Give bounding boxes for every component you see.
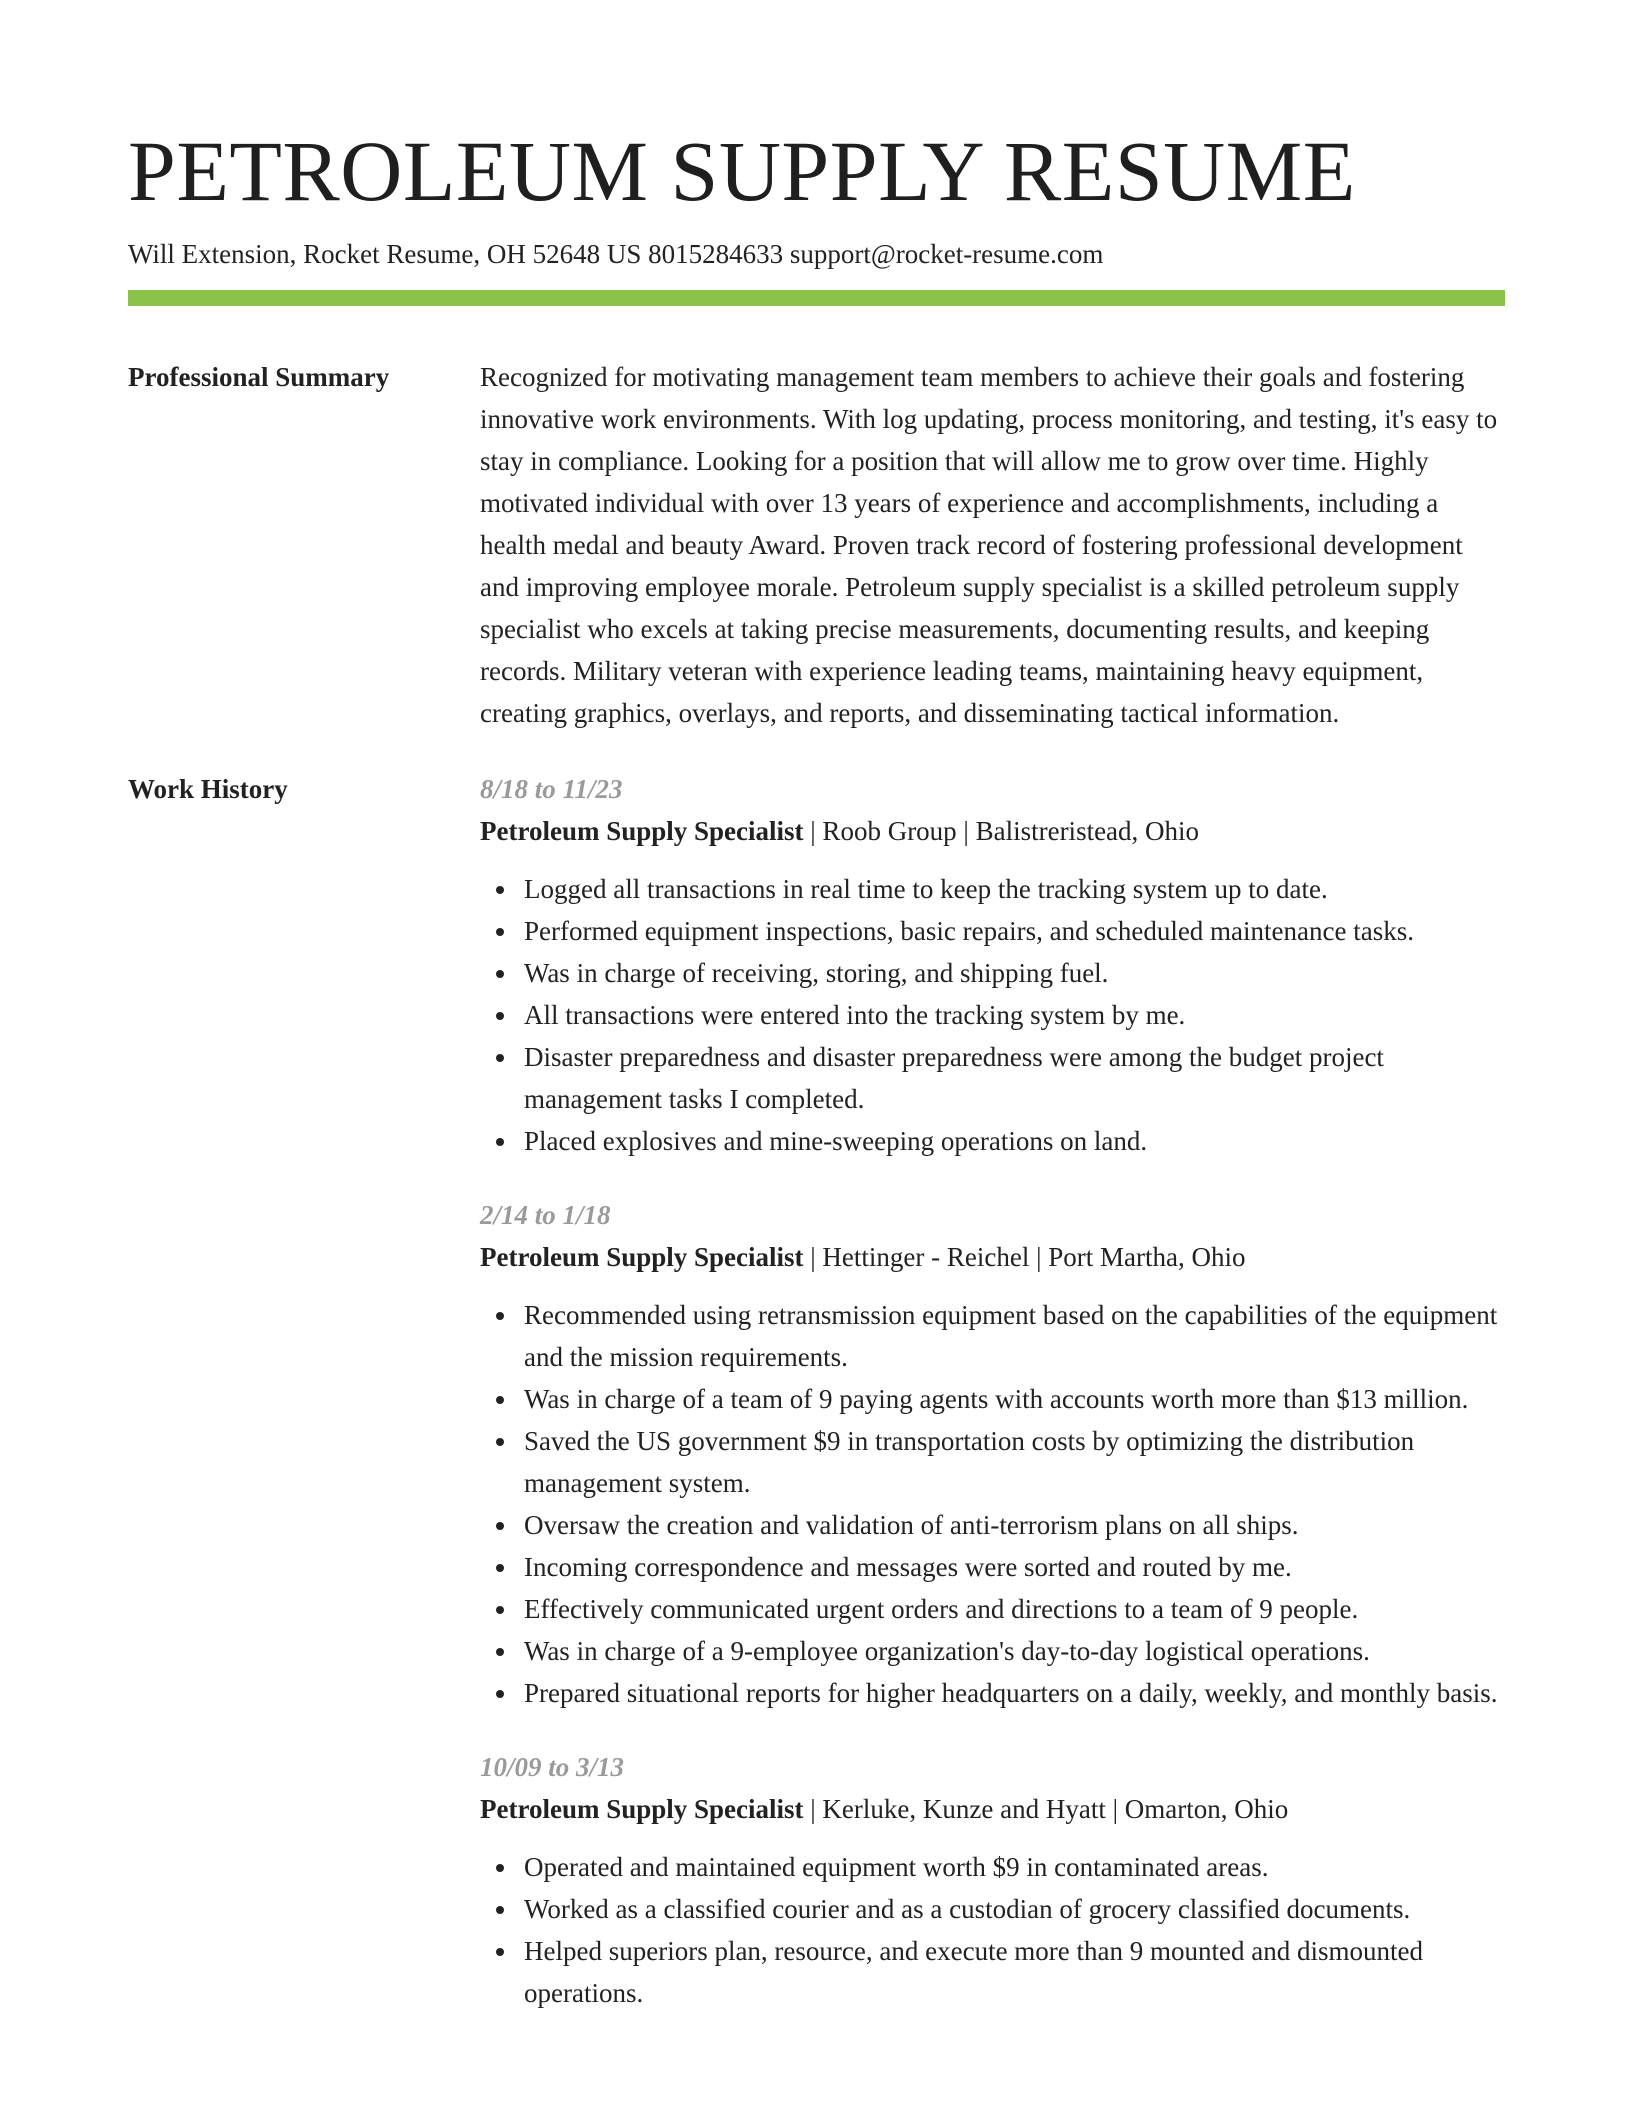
list-item: Logged all transactions in real time to keep the tracking system up to date.: [524, 868, 1505, 910]
job-heading: [480, 1788, 1505, 1830]
list-item: All transactions were entered into the tracking system by me.: [524, 994, 1505, 1036]
job-title: Petroleum Supply Specialist: [480, 1794, 804, 1824]
list-item: Placed explosives and mine-sweeping operations on land.: [524, 1120, 1505, 1162]
list-item: Incoming correspondence and messages were sorted and routed by me.: [524, 1546, 1505, 1588]
list-item: Was in charge of a 9-employee organization's day-to-day logistical operations.: [524, 1630, 1505, 1672]
job-employer-location: | Kerluke, Kunze and Hyatt | Omarton, Ohio: [803, 1794, 1289, 1824]
list-item: Effectively communicated urgent orders and directions to a team of 9 people.: [524, 1588, 1505, 1630]
job-entry: [480, 768, 1505, 1162]
professional-summary-section: [128, 356, 1505, 734]
list-item: Saved the US government $9 in transportation costs by optimizing the distribution management system.: [524, 1420, 1505, 1504]
list-item: Was in charge of receiving, storing, and shipping fuel.: [524, 952, 1505, 994]
list-item: Disaster preparedness and disaster preparedness were among the budget project management tasks I completed.: [524, 1036, 1505, 1120]
section-body: [480, 356, 1505, 734]
job-employer-location: | Hettinger - Reichel | Port Martha, Ohio: [803, 1242, 1246, 1272]
job-bullets: [480, 1846, 1505, 2014]
job-dates: 8/18 to 11/23: [480, 774, 623, 804]
section-heading: Professional Summary: [128, 362, 390, 392]
list-item: Oversaw the creation and validation of anti-terrorism plans on all ships.: [524, 1504, 1505, 1546]
list-item: Was in charge of a team of 9 paying agents with accounts worth more than $13 million.: [524, 1378, 1505, 1420]
job-dates: 2/14 to 1/18: [480, 1200, 611, 1230]
list-item: Helped superiors plan, resource, and execute more than 9 mounted and dismounted operations.: [524, 1930, 1505, 2014]
job-title: Petroleum Supply Specialist: [480, 816, 804, 846]
section-heading: Work History: [128, 774, 288, 804]
resume-page: [128, 0, 1505, 2046]
job-heading: [480, 810, 1505, 852]
summary-text: Recognized for motivating management team members to achieve their goals and fostering innovative work environments. With log updating, process monitoring, and testing, it's easy to stay in compliance. Looking for a position that will allow me to grow over time. Highly motivated individual with over 13 years of experience and accomplishments, including a health medal and beauty Award. Proven track record of fostering professional development and improving employee morale. Petroleum supply specialist is a skilled petroleum supply specialist who excels at taking precise measurements, documenting results, and keeping records. Military veteran with experience leading teams, maintaining heavy equipment, creating graphics, overlays, and reports, and disseminating tactical information.: [480, 362, 1498, 728]
list-item: Recommended using retransmission equipment based on the capabilities of the equipment and the mission requirements.: [524, 1294, 1505, 1378]
accent-divider: [128, 290, 1505, 306]
job-employer-location: | Roob Group | Balistreristead, Ohio: [803, 816, 1200, 846]
contact-line: Will Extension, Rocket Resume, OH 52648 US 8015284633 support@rocket-resume.com: [128, 239, 1104, 269]
job-heading: [480, 1236, 1505, 1278]
list-item: Prepared situational reports for higher headquarters on a daily, weekly, and monthly basis.: [524, 1672, 1505, 1714]
job-entry: [480, 1194, 1505, 1714]
resume-title: PETROLEUM SUPPLY RESUME: [128, 123, 1356, 219]
work-history-section: [128, 768, 1505, 2046]
list-item: Worked as a classified courier and as a custodian of grocery classified documents.: [524, 1888, 1505, 1930]
list-item: Performed equipment inspections, basic repairs, and scheduled maintenance tasks.: [524, 910, 1505, 952]
list-item: Operated and maintained equipment worth $9 in contaminated areas.: [524, 1846, 1505, 1888]
job-dates: 10/09 to 3/13: [480, 1752, 625, 1782]
job-entry: [480, 1746, 1505, 2014]
job-bullets: [480, 1294, 1505, 1714]
job-title: Petroleum Supply Specialist: [480, 1242, 804, 1272]
job-bullets: [480, 868, 1505, 1162]
jobs-list: [480, 768, 1505, 2046]
